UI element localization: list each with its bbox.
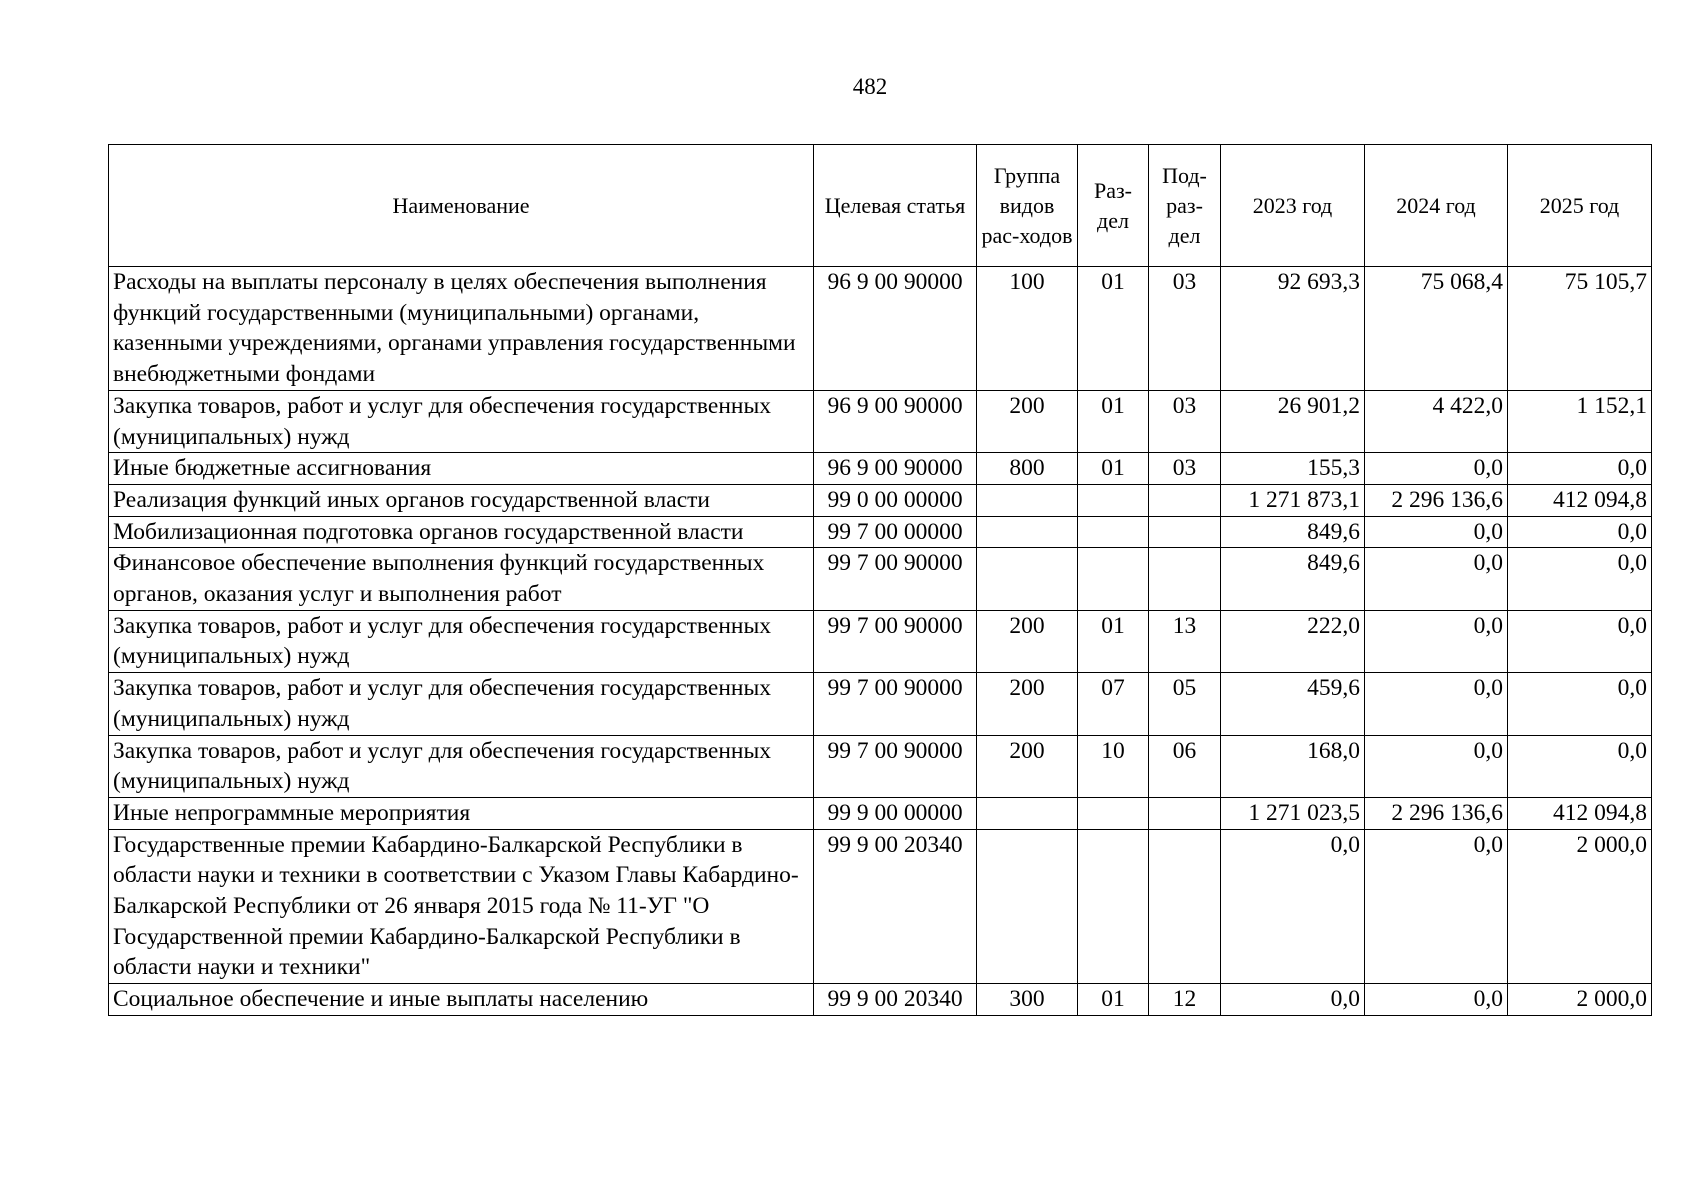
cell-group: 800 — [977, 453, 1078, 485]
cell-y2023: 1 271 873,1 — [1221, 484, 1365, 516]
cell-y2024: 0,0 — [1365, 610, 1508, 672]
cell-target: 99 7 00 90000 — [814, 673, 977, 735]
cell-y2025: 1 152,1 — [1508, 390, 1652, 452]
header-group: Группа видов рас-ходов — [977, 145, 1078, 267]
cell-group — [977, 797, 1078, 829]
cell-y2025: 412 094,8 — [1508, 484, 1652, 516]
cell-y2025: 0,0 — [1508, 453, 1652, 485]
cell-y2024: 75 068,4 — [1365, 267, 1508, 391]
cell-subsection: 03 — [1149, 453, 1221, 485]
cell-subsection: 03 — [1149, 390, 1221, 452]
cell-y2024: 0,0 — [1365, 548, 1508, 610]
header-subsection: Под-раз-дел — [1149, 145, 1221, 267]
cell-target: 99 0 00 00000 — [814, 484, 977, 516]
header-target: Целевая статья — [814, 145, 977, 267]
cell-subsection: 06 — [1149, 735, 1221, 797]
budget-table — [108, 144, 1652, 1016]
header-2023: 2023 год — [1221, 145, 1365, 267]
cell-target: 96 9 00 90000 — [814, 453, 977, 485]
cell-subsection — [1149, 484, 1221, 516]
cell-subsection — [1149, 797, 1221, 829]
header-2025: 2025 год — [1508, 145, 1652, 267]
table-row — [109, 610, 1652, 672]
table-row — [109, 484, 1652, 516]
table-row — [109, 797, 1652, 829]
header-row — [109, 145, 1652, 267]
cell-section — [1078, 516, 1149, 548]
cell-group — [977, 484, 1078, 516]
cell-y2024: 0,0 — [1365, 673, 1508, 735]
cell-y2024: 0,0 — [1365, 516, 1508, 548]
cell-y2023: 849,6 — [1221, 548, 1365, 610]
cell-target: 96 9 00 90000 — [814, 390, 977, 452]
table-row — [109, 453, 1652, 485]
cell-target: 99 7 00 90000 — [814, 548, 977, 610]
cell-subsection: 05 — [1149, 673, 1221, 735]
cell-name: Финансовое обеспечение выполнения функций государственных органов, оказания услуг и выполнения работ — [109, 548, 814, 610]
cell-y2025: 0,0 — [1508, 610, 1652, 672]
cell-name: Иные непрограммные мероприятия — [109, 797, 814, 829]
cell-section — [1078, 548, 1149, 610]
cell-subsection: 13 — [1149, 610, 1221, 672]
table-row — [109, 548, 1652, 610]
cell-group: 200 — [977, 610, 1078, 672]
cell-name: Государственные премии Кабардино-Балкарской Республики в области науки и техники в соответствии с Указом Главы Кабардино-Балкарской Республики от 26 января 2015 года № 11-УГ "О Государственной премии Кабардино-Балкарской Республики в области науки и техники" — [109, 829, 814, 984]
cell-y2023: 459,6 — [1221, 673, 1365, 735]
cell-y2025: 2 000,0 — [1508, 829, 1652, 984]
cell-section: 01 — [1078, 610, 1149, 672]
cell-target: 99 9 00 20340 — [814, 829, 977, 984]
cell-group: 200 — [977, 673, 1078, 735]
cell-section — [1078, 484, 1149, 516]
cell-y2025: 0,0 — [1508, 516, 1652, 548]
cell-subsection — [1149, 829, 1221, 984]
cell-y2024: 0,0 — [1365, 984, 1508, 1016]
header-section: Раз-дел — [1078, 145, 1149, 267]
header-2024: 2024 год — [1365, 145, 1508, 267]
cell-y2023: 155,3 — [1221, 453, 1365, 485]
cell-section: 01 — [1078, 453, 1149, 485]
cell-section: 07 — [1078, 673, 1149, 735]
cell-name: Закупка товаров, работ и услуг для обеспечения государственных (муниципальных) нужд — [109, 610, 814, 672]
cell-y2023: 168,0 — [1221, 735, 1365, 797]
cell-subsection: 03 — [1149, 267, 1221, 391]
cell-y2023: 0,0 — [1221, 984, 1365, 1016]
cell-section: 10 — [1078, 735, 1149, 797]
cell-section — [1078, 829, 1149, 984]
cell-group: 100 — [977, 267, 1078, 391]
table-row — [109, 267, 1652, 391]
cell-group: 200 — [977, 390, 1078, 452]
cell-y2024: 2 296 136,6 — [1365, 797, 1508, 829]
header-name: Наименование — [109, 145, 814, 267]
page-number: 482 — [852, 74, 888, 99]
table-row — [109, 829, 1652, 984]
cell-y2024: 0,0 — [1365, 829, 1508, 984]
cell-subsection: 12 — [1149, 984, 1221, 1016]
cell-target: 99 7 00 90000 — [814, 610, 977, 672]
cell-y2023: 26 901,2 — [1221, 390, 1365, 452]
table-body — [109, 267, 1652, 1016]
cell-group — [977, 548, 1078, 610]
cell-name: Социальное обеспечение и иные выплаты населению — [109, 984, 814, 1016]
cell-name: Закупка товаров, работ и услуг для обеспечения государственных (муниципальных) нужд — [109, 390, 814, 452]
table-row — [109, 516, 1652, 548]
cell-y2025: 412 094,8 — [1508, 797, 1652, 829]
cell-y2025: 2 000,0 — [1508, 984, 1652, 1016]
cell-group: 300 — [977, 984, 1078, 1016]
cell-section: 01 — [1078, 390, 1149, 452]
table-row — [109, 984, 1652, 1016]
cell-group — [977, 516, 1078, 548]
cell-y2023: 0,0 — [1221, 829, 1365, 984]
cell-y2023: 222,0 — [1221, 610, 1365, 672]
cell-group: 200 — [977, 735, 1078, 797]
cell-y2024: 2 296 136,6 — [1365, 484, 1508, 516]
cell-target: 96 9 00 90000 — [814, 267, 977, 391]
cell-y2023: 849,6 — [1221, 516, 1365, 548]
cell-section: 01 — [1078, 984, 1149, 1016]
cell-y2025: 0,0 — [1508, 673, 1652, 735]
cell-name: Закупка товаров, работ и услуг для обеспечения государственных (муниципальных) нужд — [109, 735, 814, 797]
table-row — [109, 390, 1652, 452]
cell-name: Закупка товаров, работ и услуг для обеспечения государственных (муниципальных) нужд — [109, 673, 814, 735]
cell-name: Иные бюджетные ассигнования — [109, 453, 814, 485]
cell-target: 99 9 00 20340 — [814, 984, 977, 1016]
cell-name: Мобилизационная подготовка органов государственной власти — [109, 516, 814, 548]
cell-section: 01 — [1078, 267, 1149, 391]
cell-y2024: 0,0 — [1365, 453, 1508, 485]
table-row — [109, 673, 1652, 735]
cell-y2023: 92 693,3 — [1221, 267, 1365, 391]
cell-target: 99 7 00 00000 — [814, 516, 977, 548]
table-row — [109, 735, 1652, 797]
cell-y2025: 0,0 — [1508, 735, 1652, 797]
cell-group — [977, 829, 1078, 984]
cell-y2024: 0,0 — [1365, 735, 1508, 797]
cell-y2025: 0,0 — [1508, 548, 1652, 610]
cell-target: 99 9 00 00000 — [814, 797, 977, 829]
cell-y2025: 75 105,7 — [1508, 267, 1652, 391]
cell-name: Реализация функций иных органов государственной власти — [109, 484, 814, 516]
cell-name: Расходы на выплаты персоналу в целях обеспечения выполнения функций государственными (муниципальными) органами, казенными учреждениями, органами управления государственными внебюджетными фондами — [109, 267, 814, 391]
cell-subsection — [1149, 548, 1221, 610]
cell-y2023: 1 271 023,5 — [1221, 797, 1365, 829]
cell-target: 99 7 00 90000 — [814, 735, 977, 797]
cell-subsection — [1149, 516, 1221, 548]
cell-section — [1078, 797, 1149, 829]
cell-y2024: 4 422,0 — [1365, 390, 1508, 452]
